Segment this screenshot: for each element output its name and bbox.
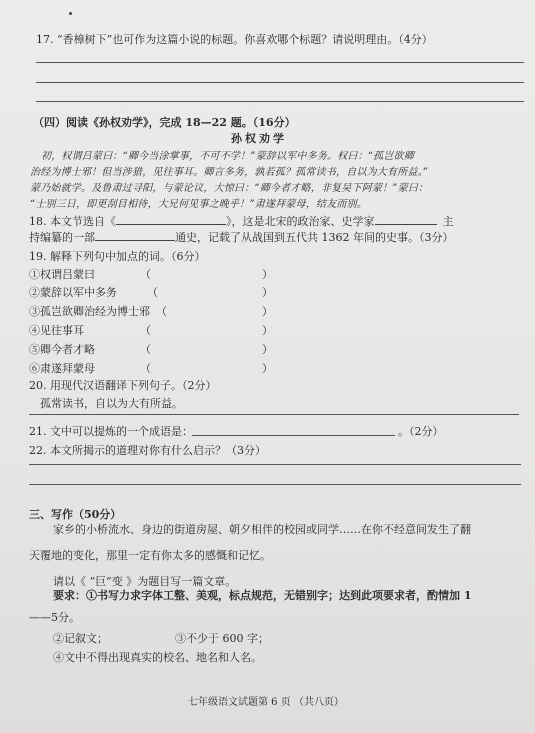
passage-line: 蒙乃始就学。及鲁肃过寻阳，与蒙论议，大惊曰：“卿今者才略，非复吴下阿蒙！”蒙曰：: [30, 183, 429, 194]
q19-item-label: ③孤岂欲卿治经为博士邪: [29, 305, 150, 318]
q19-open-paren: （: [140, 343, 151, 356]
question-17: 17. “香樟树下”也可作为这篇小说的标题。你喜欢哪个标题？请说明理由。（4分）: [36, 33, 433, 46]
question-18-line1: [29, 213, 454, 229]
passage-line: 初，权谓吕蒙曰：“卿今当涂掌事，不可不学！”蒙辞以军中多务。权曰：“孤岂欲卿: [41, 151, 414, 162]
passage-title: 孙权劝学: [231, 132, 287, 145]
q19-close-paren: ）: [262, 286, 273, 299]
q19-item-label: ⑤卿今者才略: [29, 343, 95, 356]
passage-line: 治经为博士邪！但当涉猎，见往事耳。卿言多务，孰若孤？孤常读书，自以为大有所益。”: [30, 167, 429, 178]
question-18-line2: [29, 229, 453, 245]
q19-close-paren: ）: [262, 343, 273, 356]
q18-blank-book[interactable]: [116, 214, 226, 225]
writing-prompt-line2: 天覆地的变化，那里一定有你太多的感慨和记忆。: [29, 549, 271, 562]
q18-part-a: 18. 本文节选自《: [29, 215, 116, 228]
writing-requirement-1: [53, 587, 471, 603]
q19-item-label: ⑥肃遂拜蒙母: [29, 362, 95, 375]
writing-title-instruction: 请以《 “巨”变 》为题目写一篇文章。: [53, 575, 237, 588]
answer-line: [36, 82, 524, 83]
q21-score: 。（2分）: [398, 425, 444, 438]
q19-open-paren: （: [156, 305, 167, 318]
q19-item-label: ④见往事耳: [29, 324, 84, 337]
q18-part-e: 通史，记载了从战国到五代共 1362 年间的史事。（3分）: [175, 231, 454, 244]
section-4-heading: （四）阅读《孙权劝学》，完成 18—22 题。（16分）: [33, 116, 296, 129]
question-22: 22. 本文所揭示的道理对你有什么启示？（3分）: [29, 444, 266, 457]
q19-item: [29, 360, 95, 376]
answer-line: [36, 62, 524, 63]
answer-line: [36, 101, 524, 102]
requirement-label: 要求：: [53, 589, 86, 602]
requirement-1-text: ①书写力求字体工整、美观，标点规范，无错别字；达到此项要求者，酌情加 1: [86, 589, 472, 602]
q18-blank-type[interactable]: [95, 230, 175, 241]
page-footer: 七年级语文试题第 6 页 （共八页）: [188, 697, 344, 708]
q19-open-paren: （: [140, 324, 151, 337]
q21-answer-line[interactable]: [192, 435, 395, 436]
writing-prompt-line1: 家乡的小桥流水、身边的街道房屋、朝夕相伴的校园或同学……在你不经意间发生了翻: [53, 523, 471, 536]
answer-line: [29, 484, 521, 485]
q19-item: [29, 341, 95, 357]
writing-requirement-2a: ②记叙文；: [53, 632, 108, 645]
answer-line: [29, 464, 521, 465]
writing-requirement-2b: ③不少于 600 字；: [175, 632, 269, 645]
q18-part-d: 持编纂的一部: [29, 231, 95, 244]
q19-item: [29, 303, 150, 319]
question-20: 20. 用现代汉语翻译下列句子。（2分）: [29, 379, 217, 392]
answer-line: [29, 414, 519, 415]
q19-close-paren: ）: [262, 324, 273, 337]
passage-line: “士别三日，即更刮目相待，大兄何见事之晚乎！”肃遂拜蒙母，结友而别。: [30, 199, 368, 210]
writing-requirement-1b: ——5分。: [29, 611, 80, 624]
question-19: 19. 解释下列句中加点的词。（6分）: [29, 250, 206, 263]
q19-item-label: ②蒙辞以军中多务: [29, 286, 117, 299]
q19-item: [29, 266, 95, 282]
q19-close-paren: ）: [262, 362, 273, 375]
q19-close-paren: ）: [262, 268, 273, 281]
section-3-heading: 三、写作（50分）: [29, 508, 122, 521]
q18-blank-author[interactable]: [375, 214, 437, 225]
q19-open-paren: （: [140, 362, 151, 375]
q19-close-paren: ）: [262, 305, 273, 318]
q19-open-paren: （: [147, 286, 158, 299]
q19-item-label: ①权谓吕蒙曰: [29, 268, 95, 281]
q19-open-paren: （: [140, 268, 151, 281]
q19-item: [29, 322, 84, 338]
question-21: 21. 文中可以提炼的一个成语是：: [29, 425, 193, 438]
writing-requirement-3: ④文中不得出现真实的校名、地名和人名。: [53, 651, 262, 664]
q18-part-b: 》，这是北宋的政治家、史学家: [226, 215, 375, 228]
q18-part-c: 主: [442, 215, 454, 228]
ink-dot: [69, 12, 72, 15]
q20-sentence: 孤常读书，自以为大有所益。: [40, 397, 183, 410]
q19-item: [29, 284, 117, 300]
